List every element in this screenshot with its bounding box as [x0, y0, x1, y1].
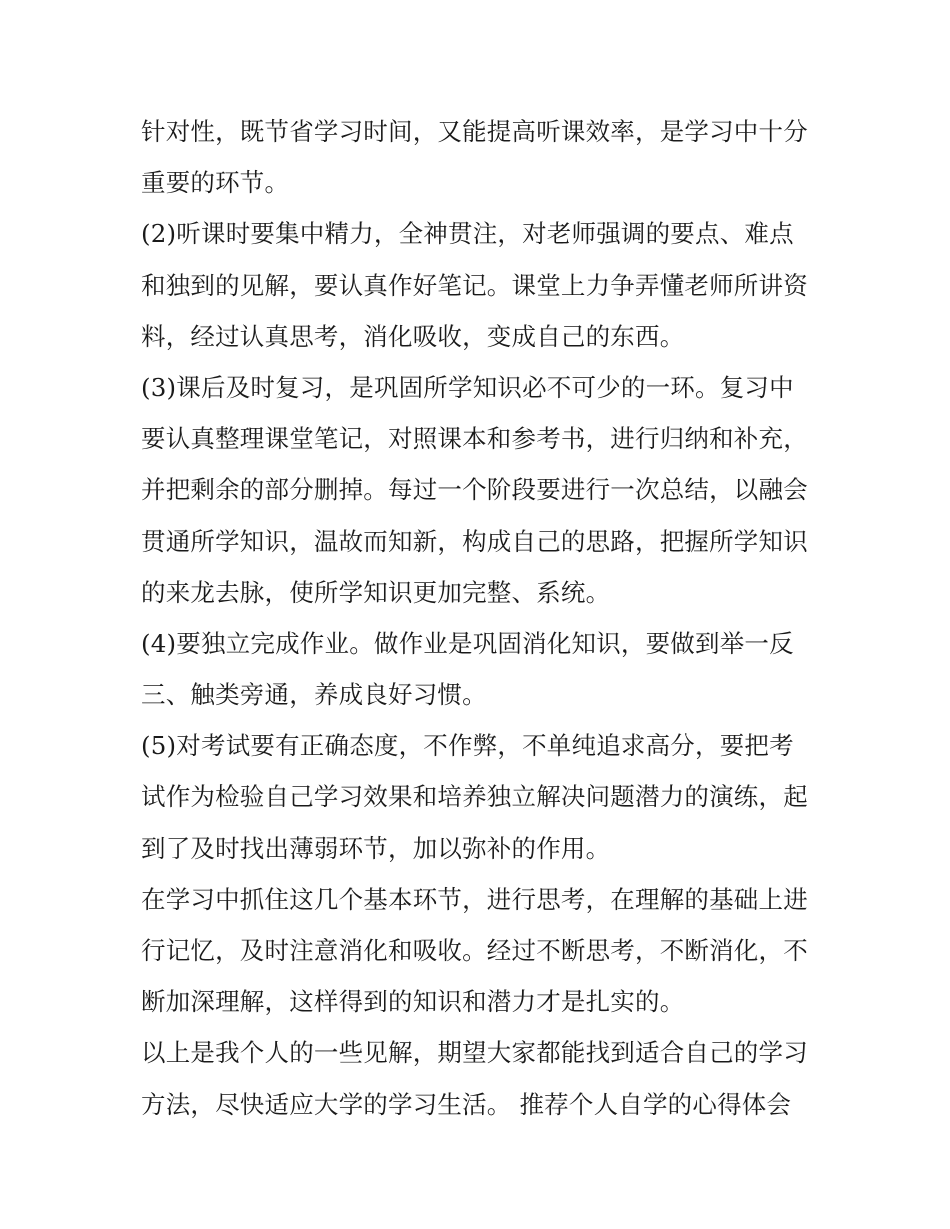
- text-line: 行记忆，及时注意消化和吸收。经过不断思考，不断消化，不: [141, 936, 808, 965]
- text-line: (3)课后及时复习，是巩固所学知识必不可少的一环。复习中: [141, 372, 794, 402]
- text-line: (4)要独立完成作业。做作业是巩固消化知识，要做到举一反: [141, 628, 794, 658]
- text-line: (5)对考试要有正确态度，不作弊，不单纯追求高分，要把考: [141, 731, 794, 761]
- text-line: 断加深理解，这样得到的知识和潜力才是扎实的。: [141, 987, 685, 1017]
- text-line: 试作为检验自己学习效果和培养独立解决问题潜力的演练，起: [141, 782, 808, 812]
- text-line: 三、触类旁通，养成良好习惯。: [141, 680, 487, 710]
- text-line: 以上是我个人的一些见解，期望大家都能找到适合自己的学习: [141, 1038, 808, 1068]
- text-line: 方法，尽快适应大学的学习生活。 推荐个人自学的心得体会: [141, 1089, 792, 1119]
- text-line: 到了及时找出薄弱环节，加以弥补的作用。: [141, 833, 611, 863]
- body-text: [141, 106, 821, 1130]
- text-line: 要认真整理课堂笔记，对照课本和参考书，进行归纳和补充，: [141, 424, 808, 454]
- text-line: 贯通所学知识，温故而知新，构成自己的思路，把握所学知识: [141, 526, 808, 556]
- text-line: (2)听课时要集中精力，全神贯注，对老师强调的要点、难点: [141, 219, 794, 249]
- text-line: 料，经过认真思考，消化吸收，变成自己的东西。: [141, 321, 685, 351]
- text-line: 针对性，既节省学习时间，又能提高听课效率，是学习中十分: [141, 117, 808, 146]
- text-line: 在学习中抓住这几个基本环节，进行思考，在理解的基础上进: [141, 884, 808, 914]
- text-line: 并把剩余的部分删掉。每过一个阶段要进行一次总结，以融会: [141, 475, 808, 505]
- text-line: 和独到的见解，要认真作好笔记。课堂上力争弄懂老师所讲资: [141, 270, 808, 300]
- text-line: 重要的环节。: [141, 168, 290, 198]
- text-line: 的来龙去脉，使所学知识更加完整、系统。: [141, 577, 611, 607]
